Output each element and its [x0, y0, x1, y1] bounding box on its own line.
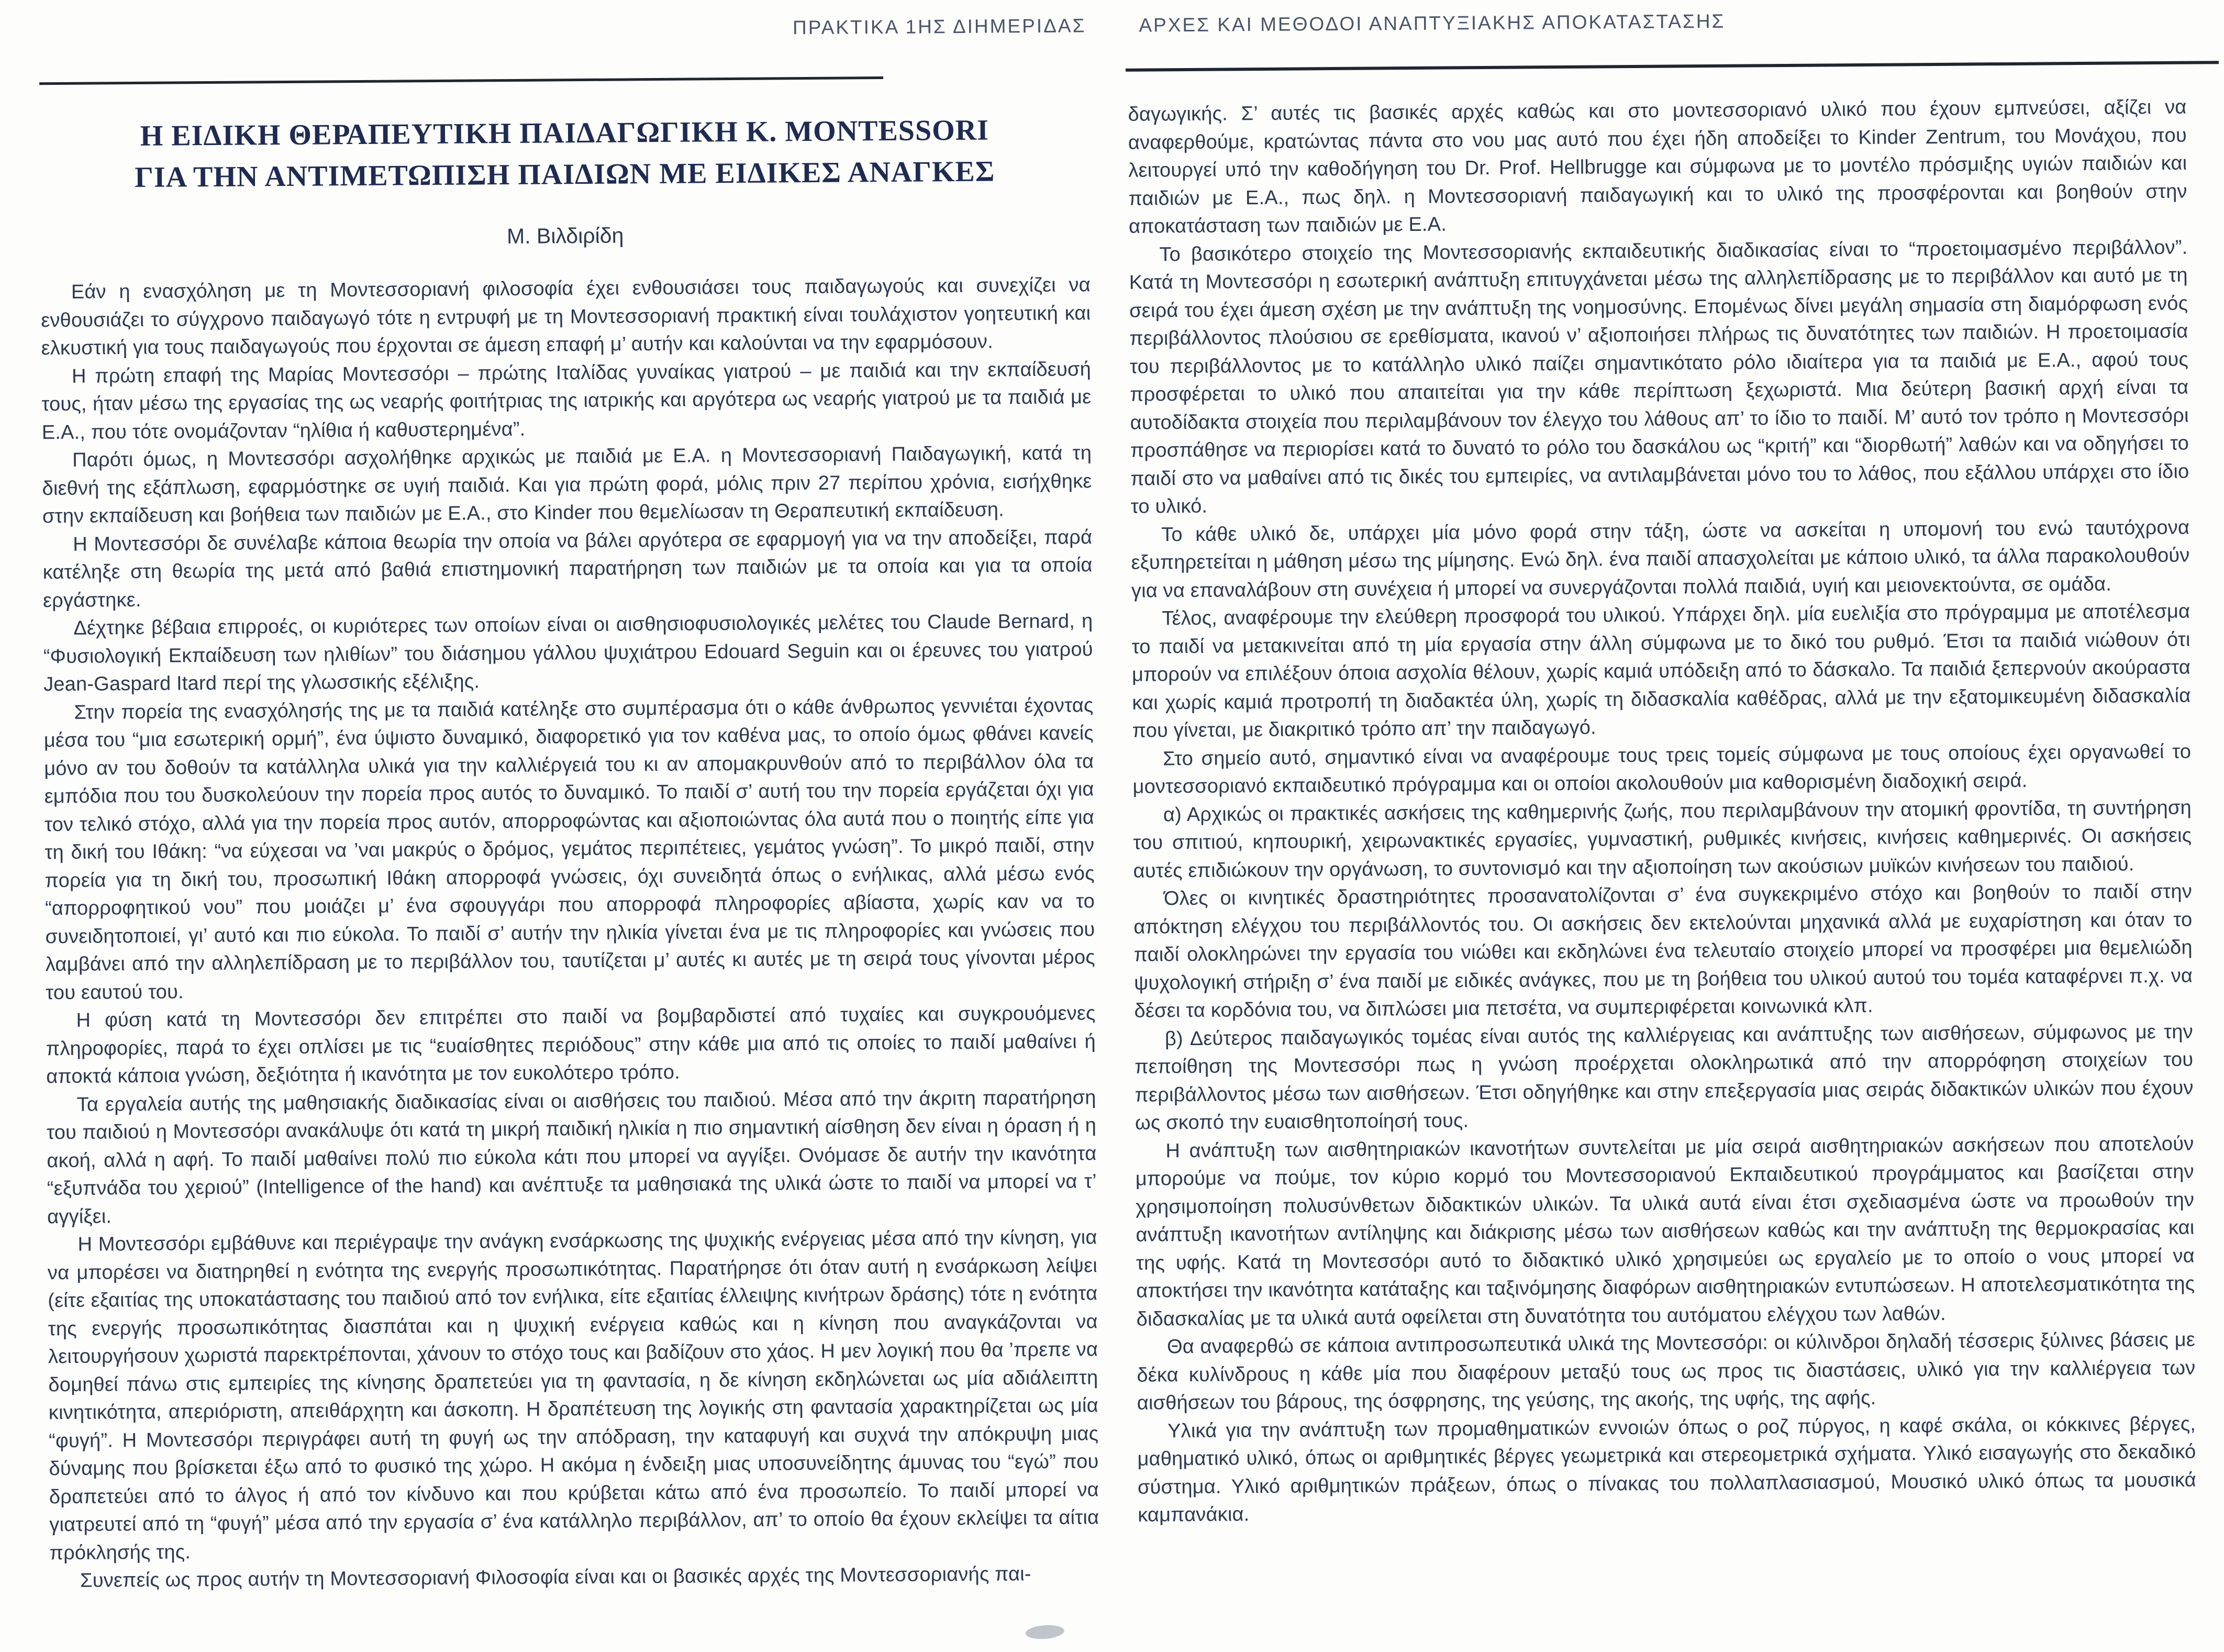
paragraph: Η φύση κατά τη Μοντεσσόρι δεν επιτρέπει στο παιδί να βομβαρδιστεί από τυχαίες και συγκρουόμενες πληροφορίες, παρά το έχει οπλίσει με τις “ευαίσθητες περιόδους” στην κάθε μια από τις οποίες το παιδί μαθαίνει ή αποκτά κάποια γνώση, δεξιότητα ή ικανότητα με τον ευκολότερο τρόπο. — [46, 1002, 1096, 1088]
article-title-line1: Η ΕΙΔΙΚΗ ΘΕΡΑΠΕΥΤΙΚΗ ΠΑΙΔΑΓΩΓΙΚΗ Κ. MONTESSORI — [140, 114, 989, 152]
paragraph: Θα αναφερθώ σε κάποια αντιπροσωπευτικά υλικά της Μοντεσσόρι: οι κύλινδροι δηλαδή τέσσερις ξύλινες βάσεις με δέκα κυλίνδρους η κάθε μία που διαφέρουν μεταξύ τους ως προς τις διαστάσεις, υλικό για την καλλιέργεια των αισθήσεων του βάρους, της όσφρησης, της γεύσης, της ακοής, της υφής, της αφής. — [1137, 1328, 2196, 1414]
article-author: Μ. Βιλδιρίδη — [506, 223, 624, 249]
paragraph: Τα εργαλεία αυτής της μαθησιακής διαδικασίας είναι οι αισθήσεις του παιδιού. Μέσα από την άκριτη παρατήρηση του παιδιού η Μοντεσσόρι ανακάλυψε ότι κατά τη μικρή παιδική ηλικία η πιο σημαντική αίσθηση δεν είναι η όραση ή η ακοή, αλλά η αφή. Το παιδί μαθαίνει πολύ πιο εύκολα κάτι που μπορεί να αγγίξει. Ονόμασε δε αυτήν την ικανότητα “εξυπνάδα του χεριού” (Intelligence of the hand) και ανέπτυξε τα μαθησιακά της υλικά ώστε το παιδί να μπορεί να τ’ αγγίξει. — [46, 1086, 1097, 1228]
paragraph: Η πρώτη επαφή της Μαρίας Μοντεσσόρι – πρώτης Ιταλίδας γυναίκας γιατρού – με παιδιά και την εκπαίδευσή τους, ήταν μέσω της εργασίας της ως νεαρής φοιτήτριας της ιατρικής και αργότερα ως νεαρής γιατρού με τα παιδιά με Ε.Α., που τότε ονομάζονταν “ηλίθια ή καθυστερημένα”. — [41, 358, 1092, 444]
paragraph: α) Αρχικώς οι πρακτικές ασκήσεις της καθημερινής ζωής, που περιλαμβάνουν την ατομική φροντίδα, τη συντήρηση του σπιτιού, κηπουρική, χειρωνακτικές εργασίες, γυμναστική, ρυθμικές κινήσεις, κινήσεις καθημερινές. Οι ασκήσεις αυτές επιδιώκουν την οργάνωση, το συντονισμό και την αξιοποίηση των ακούσιων μυϊκών κινήσεων του παιδιού. — [1133, 796, 2192, 882]
paragraph: Υλικά για την ανάπτυξη των προμαθηματικών εννοιών όπως ο ροζ πύργος, η καφέ σκάλα, οι κόκκινες βέργες, μαθηματικό υλικό, όπως οι αριθμητικές βέργες γεωμετρικά και στερεομετρικά σχήματα. Υλικό εισαγωγής στο δεκαδικό σύστημα. Υλικό αριθμητικών πράξεων, όπως ο πίνακας του πολλαπλασιασμού, Μουσικό υλικό όπως τα μουσικά καμπανάκια. — [1137, 1413, 2196, 1526]
header-rule-left — [39, 76, 883, 85]
paragraph: Δέχτηκε βέβαια επιρροές, οι κυριότερες των οποίων είναι οι αισθησιοφυσιολογικές μελέτες του Claude Bernard, η “Φυσιολογική Εκπαίδευση των ηλιθίων” του διάσημου γάλλου ψυχιάτρου Edouard Seguin και οι έρευνες του γιατρού Jean-Gaspard Itard περί της γλωσσικής εξέλιξης. — [43, 610, 1093, 696]
paragraph: Τέλος, αναφέρουμε την ελεύθερη προσφορά του υλικού. Υπάρχει δηλ. μία ευελιξία στο πρόγραμμα με αποτέλεσμα το παιδί να μετακινείται από τη μία εργασία στην άλλη σύμφωνα με το δικό του ρυθμό. Έτσι τα παιδιά νιώθουν ότι μπορούν να επιλέξουν όποια ασχολία θέλουν, χωρίς καμιά υπόδειξη από το δάσκαλο. Τα παιδιά ξεπερνούν ακούραστα και χωρίς καμιά προτροπή τη διαδακτέα ύλη, χωρίς τη διδασκαλία καθέδρας, αλλά με την εξατομικευμένη διδασκαλία που γίνεται, με διακριτικό τρόπο απ’ την παιδαγωγό. — [1131, 600, 2191, 742]
right-column — [1128, 94, 2196, 1530]
paragraph: δαγωγικής. Σ’ αυτές τις βασικές αρχές καθώς και στο μοντεσσοριανό υλικό που έχουν εμπνεύσει, αξίζει να αναφερθούμε, κρατώντας πάντα στο νου μας αυτό που έχει ήδη αποδείξει το Kinder Zentrum, του Μονάχου, που λειτουργεί υπό την καθοδήγηση του Dr. Prof. Hellbrugge και σύμφωνα με το μοντέλο πρόσμιξης υγιών παιδιών και παιδιών με Ε.Α., πως δηλ. η Μοντεσσοριανή παιδαγωγική και το υλικό της προσφέρονται και βοηθούν στην αποκατάσταση των παιδιών με Ε.Α. — [1128, 96, 2187, 238]
paragraph: Η Μοντεσσόρι εμβάθυνε και περιέγραψε την ανάγκη ενσάρκωσης της ψυχικής ενέργειας μέσα από την κίνηση, για να μπορέσει να διατηρηθεί η ενότητα της ενεργής προσωπικότητας. Παρατήρησε ότι όταν αυτή η ενσάρκωση λείψει (είτε εξαιτίας της υποκατάστασης του παιδιού από τον ενήλικα, είτε εξαιτίας έλλειψης κινήτρων δράσης) τότε η ενότητα της ενεργής προσωπικότητας διασπάται και η ψυχική ενέργεια καθώς και η κίνηση που αναγκάζονται να λειτουργήσουν χωριστά παρεκτρέπονται, χάνουν το στόχο τους και βαδίζουν στο χάος. Η μεν λογική που θα ’πρεπε να δομηθεί πάνω στις εμπειρίες της κίνησης δραπετεύει για τη φαντασία, η δε κίνηση εκδηλώνεται ως μία αδιάλειπτη κινητικότητα, απεριόριστη, απειθάρχητη και άσκοπη. Η δραπέτευση της λογικής στη φαντασία χαρακτηρίζεται ως μία “φυγή”. Η Μοντεσσόρι περιγράφει αυτή τη φυγή ως την απόδραση, την καταφυγή και συχνά την απόκρυψη μιας δύναμης που βρίσκεται έξω από το φυσικό της χώρο. Η ακόμα η ένδειξη μιας υποσυνείδητης άμυνας του “εγώ” που δραπετεύει από το άλγος ή από τον κίνδυνο και που κρύβεται κάτω από ένα προσωπείο. Το παιδί μπορεί να γιατρευτεί από τη “φυγή” μέσα από την εργασία σ’ ένα κατάλληλο περιβάλλον, απ’ το οποίο θα έχουν εκλείψει τα αίτια πρόκλησής της. — [47, 1226, 1099, 1564]
header-rule-right — [1126, 61, 2219, 72]
article-title — [40, 109, 1090, 199]
left-column — [41, 271, 1100, 1595]
paragraph: β) Δεύτερος παιδαγωγικός τομέας είναι αυτός της καλλιέργειας και ανάπτυξης των αισθήσεων, σύμφωνος με την πεποίθηση της Μοντεσσόρι πως η γνώση προέρχεται ολοκληρωτικά από την απορρόφηση στοιχείων του περιβάλλοντος μέσω των αισθήσεων. Έτσι οδηγήθηκε και στην επεξεργασία μιας σειράς διδακτικών υλικών που έχουν ως σκοπό την ευαισθητοποίησή τους. — [1135, 1021, 2194, 1134]
paragraph: Στο σημείο αυτό, σημαντικό είναι να αναφέρουμε τους τρεις τομείς σύμφωνα με τους οποίους έχει οργανωθεί το μοντεσσοριανό εκπαιδευτικό πρόγραμμα και οι οποίοι ακολουθούν μια καθορισμένη διαδοχική σειρά. — [1132, 740, 2192, 798]
page-header-right: ΑΡΧΕΣ ΚΑΙ ΜΕΘΟΔΟΙ ΑΝΑΠΤΥΞΙΑΚΗΣ ΑΠΟΚΑΤΑΣΤΑΣΗΣ — [1139, 10, 1726, 36]
paragraph: Παρότι όμως, η Μοντεσσόρι ασχολήθηκε αρχικώς με παιδιά με Ε.Α. η Μοντεσσοριανή Παιδαγωγική, κατά τη διεθνή της εξάπλωση, εφαρμόστηκε σε υγιή παιδιά. Και για πρώτη φορά, μόλις πριν 27 περίπου χρόνια, εισήχθηκε στην εκπαίδευση και βοήθεια των παιδιών με Ε.Α., στο Kinder που θεμελίωσαν τη Θεραπευτική εκπαίδευση. — [42, 442, 1092, 528]
paragraph: Η ανάπτυξη των αισθητηριακών ικανοτήτων συντελείται με μία σειρά αισθητηριακών ασκήσεων που αποτελούν μπορούμε να πούμε, τον κύριο κορμό του Μοντεσσοριανού Εκπαιδευτικού προγράμματος και βασίζεται στην χρησιμοποίηση πολυσύνθετων διδακτικών υλικών. Τα υλικά αυτά είναι έτσι σχεδιασμένα ώστε να προωθούν την ανάπτυξη ικανοτήτων αντίληψης και διάκρισης μέσω των αισθήσεων καθώς και την ανάπτυξη της θερμοκρασίας και της υφής. Κατά τη Μοντεσσόρι αυτό το διδακτικό υλικό χρησιμεύει ως εργαλείο με το οποίο ο νους μπορεί να αποκτήσει την ικανότητα κατάταξης και ταξινόμησης διαφόρων αισθητηριακών εντυπώσεων. Η αποτελεσματικότητα της διδασκαλίας με τα υλικά αυτά οφείλεται στη δυνατότητα του αυτόματου ελέγχου των λαθών. — [1135, 1133, 2195, 1331]
paragraph: Όλες οι κινητικές δραστηριότητες προσανατολίζονται σ’ ένα συγκεκριμένο στόχο και βοηθούν το παιδί στην απόκτηση ελέγχου του περιβάλλοντός του. Οι ασκήσεις δεν εκτελούνται μηχανικά αλλά με ευχαρίστηση και όταν το παιδί ολοκληρώνει την εργασία του νιώθει και εκδηλώνει ένα τελευταίο στοιχείο μπορεί να προσφέρει μια θεμελιώδη ψυχολογική στήριξη σ’ ένα παιδί με ειδικές ανάγκες, που με τη βοήθεια του υλικού αυτού του τομέα καταφέρνει π.χ. να δέσει τα κορδόνια του, να διπλώσει μια πετσέτα, να συμπεριφέρεται κοινωνικά κλπ. — [1133, 880, 2193, 1022]
paragraph: Στην πορεία της ενασχόλησής της με τα παιδιά κατέληξε στο συμπέρασμα ότι ο κάθε άνθρωπος γεννιέται έχοντας μέσα του “μια εσωτερική ορμή”, ένα ύψιστο δυναμικό, διαφορετικό για τον καθένα μας, το οποίο όμως φθάνει κανείς μόνο αν του δοθούν τα κατάλληλα υλικά για την καλλιέργειά του κι αν απομακρυνθούν από το περιβάλλον όλα τα εμπόδια που του δυσκολεύουν την πορεία προς αυτός το δυναμικό. Το παιδί σ’ αυτή του την πορεία εργάζεται όχι για τον τελικό στόχο, αλλά για την πορεία προς αυτόν, απορροφώντας και αξιοποιώντας όλα αυτά που ο ποιητής είπε για τη δική του Ιθάκη: “να εύχεσαι να ’ναι μακρύς ο δρόμος, γεμάτος περιπέτειες, γεμάτος γνώση”. Το μικρό παιδί, στην πορεία για τη δική του, προσωπική Ιθάκη απορροφά γνώσεις, όχι συνειδητά όπως ο ενήλικας, αλλά μέσω ενός “απορροφητικού νου” που μοιάζει μ’ ένα σφουγγάρι που απορροφά πληροφορίες αβίαστα, χωρίς καν να το συνειδητοποιεί, γι’ αυτό και πιο εύκολα. Το παιδί σ’ αυτήν την ηλικία γίνεται ένα με τις πληροφορίες και γνώσεις που λαμβάνει από την αλληλεπίδραση με το περιβάλλον του, ταυτίζεται μ’ αυτές κι αυτές με τη σειρά τους γίνονται μέρος του εαυτού του. — [43, 694, 1095, 1004]
paragraph: Το βασικότερο στοιχείο της Μοντεσσοριανής εκπαιδευτικής διαδικασίας είναι το “προετοιμασμένο περιβάλλον”. Κατά τη Μοντεσσόρι η εσωτερική ανάπτυξη επιτυγχάνεται μέσω της αλληλεπίδρασης με το περιβάλλον και αυτό με τη σειρά του έχει άμεση σχέση με την ανάπτυξη της νοημοσύνης. Επομένως δίνει μεγάλη σημασία στη διαμόρφωση ενός περιβάλλοντος πλούσιου σε ερεθίσματα, ικανού ν’ αξιοποιήσει πλήρως τις δυνατότητες των παιδιών. Η προετοιμασία του περιβάλλοντος με το κατάλληλο υλικό παίζει σημαντικότατο ρόλο ιδιαίτερα για τα παιδιά με Ε.Α., αφού τους προσφέρεται το υλικό που απαιτείται για την κάθε περίπτωση ξεχωριστά. Μια δεύτερη βασική αρχή είναι τα αυτοδίδακτα στοιχεία που περιλαμβάνουν τον έλεγχο του λάθους απ’ το ίδιο το παιδί. Μ’ αυτό τον τρόπο η Μοντεσσόρι προσπάθησε να περιορίσει κατά το δυνατό το ρόλο του δασκάλου ως “κριτή” και “διορθωτή” λαθών και να οδηγήσει το παιδί στο να μαθαίνει από τις δικές του εμπειρίες, να αντιλαμβάνεται μόνο του το λάθος, που εξάλλου υπάρχει στο ίδιο το υλικό. — [1129, 236, 2189, 518]
page-header-left: ΠΡΑΚΤΙΚΑ 1ΗΣ ΔΙΗΜΕΡΙΔΑΣ — [792, 15, 1086, 39]
article-title-line2: ΓΙΑ ΤΗΝ ΑΝΤΙΜΕΤΩΠΙΣΗ ΠΑΙΔΙΩΝ ΜΕ ΕΙΔΙΚΕΣ ΑΝΑΓΚΕΣ — [135, 155, 995, 194]
paragraph: Συνεπείς ως προς αυτήν τη Μοντεσσοριανή Φιλοσοφία είναι και οι βασικές αρχές της Μοντεσσοριανής παι- — [80, 1563, 1031, 1592]
scan-smudge-artifact — [1025, 1624, 1065, 1640]
paragraph: Εάν η ενασχόληση με τη Μοντεσσοριανή φιλοσοφία έχει ενθουσιάσει τους παιδαγωγούς και συνεχίζει να ενθουσιάζει το σύγχρονο παιδαγωγό τότε η εντρυφή με τη Μοντεσσοριανή πρακτική είναι τουλάχιστον γοητευτική και ελκυστική για τους παιδαγωγούς που έρχονται σε άμεση επαφή μ’ αυτήν και καλούνται να την εφαρμόσουν. — [41, 274, 1091, 360]
paragraph: Η Μοντεσσόρι δε συνέλαβε κάποια θεωρία την οποία να βάλει αργότερα σε εφαρμογή για να την αποδείξει, παρά κατέληξε στη θεωρία της μετά από βαθιά επιστημονική παρατήρηση των παιδιών με τα οποία και για τα οποία εργάστηκε. — [42, 526, 1093, 612]
paragraph: Το κάθε υλικό δε, υπάρχει μία μόνο φορά στην τάξη, ώστε να ασκείται η υπομονή του ενώ ταυτόχρονα εξυπηρετείται η μάθηση μέσω της μίμησης. Ενώ δηλ. ένα παιδί απασχολείται με κάποιο υλικό, τα άλλα παρακολουθούν για να επαναλάβουν στη συνέχεια ή μπορεί να συνεργάζονται πολλά παιδιά, υγιή και μειονεκτούντα, σε ομάδα. — [1131, 516, 2190, 602]
